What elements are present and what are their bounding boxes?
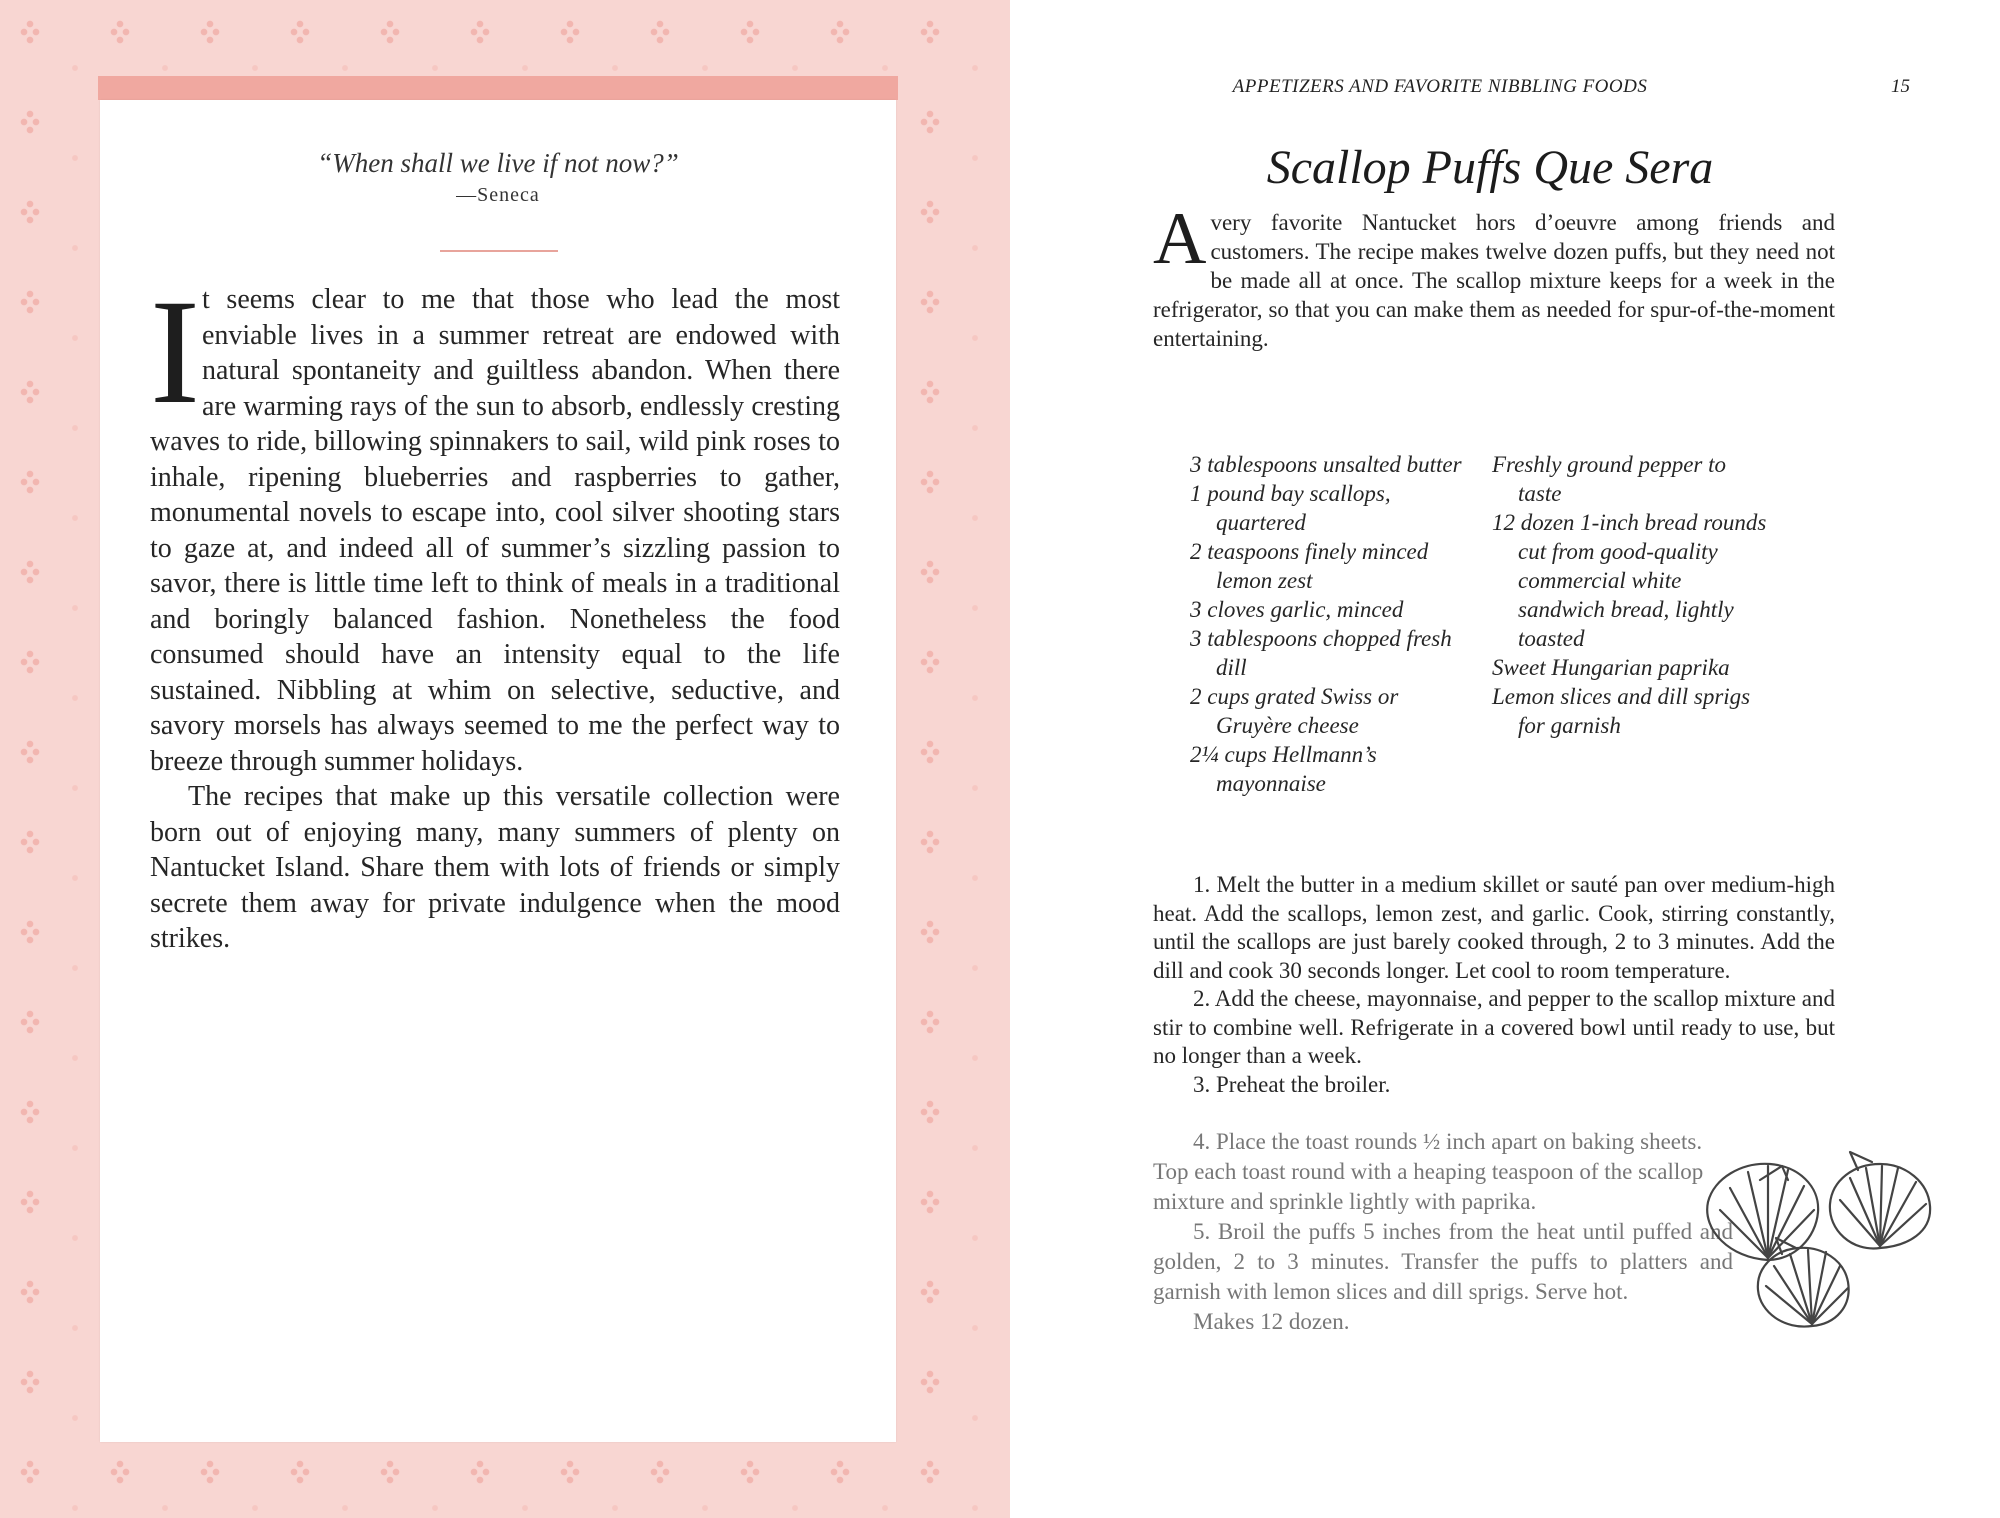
ingredients-column-2: [1492, 450, 1772, 740]
method-step-4: 4. Place the toast rounds ½ inch apart on baking sheets. Top each toast round with a heaping teaspoon of the scallop mixture and sprinkle lightly with paprika.: [1153, 1129, 1704, 1214]
running-head: APPETIZERS AND FAVORITE NIBBLING FOODS: [1232, 76, 1648, 97]
ingredient-item: 2¼ cups Hellmann’s mayonnaise: [1190, 742, 1377, 796]
ingredient-item: 2 teaspoons finely minced lemon zest: [1190, 539, 1429, 593]
ingredient-item: 3 tablespoons unsalted butter: [1190, 452, 1462, 477]
recipe-intro: [1153, 198, 1835, 353]
method-steps: [1153, 871, 1835, 1099]
method-step-1: 1. Melt the butter in a medium skillet or sauté pan over medium-high heat. Add the scallops, lemon zest, and garlic. Cook, stirring constantly, until the scallops are just barely cooked through, 2 to 3 minutes. Add the dill and cook 30 seconds longer. Let cool to room temperature.: [1153, 872, 1835, 983]
ingredient-item: Freshly ground pepper to taste: [1492, 452, 1727, 506]
ingredient-item: 2 cups grated Swiss or Gruyère cheese: [1190, 684, 1399, 738]
recipe-intro-body: very favorite Nantucket hors d’oeuvre among friends and customers. The recipe makes twelve dozen puffs, but they need not be made all at once. The scallop mixture keeps for a week in the refrigerator, so that you can make them as needed for spur-of-the-moment entertaining.: [1153, 210, 1835, 351]
ingredient-item: 12 dozen 1-inch bread rounds cut from good-quality commercial white sandwich bread, lightly toasted: [1492, 510, 1767, 651]
ingredient-item: 3 cloves garlic, minced: [1190, 597, 1404, 622]
divider-rule: [440, 250, 558, 252]
text-panel: [100, 100, 896, 1442]
epigraph-author: —Seneca: [456, 184, 540, 206]
epigraph-quote: “When shall we live if not now?”: [317, 148, 679, 178]
method-step-5: 5. Broil the puffs 5 inches from the heat until puffed and golden, 2 to 3 minutes. Transfer the puffs to platters and garnish with lemon slices and dill sprigs. Serve hot.: [1153, 1219, 1733, 1304]
method-step-2: 2. Add the cheese, mayonnaise, and pepper to the scallop mixture and stir to combine well. Refrigerate in a covered bowl until ready to use, but no longer than a week.: [1153, 986, 1835, 1068]
method-step-3: 3. Preheat the broiler.: [1193, 1071, 1391, 1097]
intro-paragraph-2: The recipes that make up this versatile collection were born out of enjoying many, many summers of plenty on Nantucket Island. Share them with lots of friends or simply secrete them away for private indulgence when the mood strikes.: [150, 781, 840, 954]
recipe-title: Scallop Puffs Que Sera: [1266, 141, 1714, 194]
page-number: 15: [1891, 76, 1910, 97]
recipe-yield: Makes 12 dozen.: [1193, 1309, 1350, 1334]
scallop-shell-right-icon: [1830, 1152, 1930, 1248]
intro-paragraph-1: [150, 269, 840, 779]
ingredient-item: 3 tablespoons chopped fresh dill: [1190, 626, 1452, 680]
intro-paragraph-1-body: t seems clear to me that those who lead the most enviable lives in a summer retreat are endowed with natural spontaneity and guiltless abandon. When there are warming rays of the sun to absorb, endlessly cresting waves to ride, billowing spinnakers to sail, wild pink roses to inhale, ripening blueberries and raspberries to gather, monumental novels to escape into, cool silver shooting stars to gaze at, and indeed all of summer’s sizzling passion to savor, there is little time left to think of meals in a traditional and boringly balanced fashion. Nonetheless the food consumed should have an intensity equal to the life sustained. Nibbling at whim on selective, seductive, and savory morsels has always seemed to me the perfect way to breeze through summer holidays.: [150, 284, 840, 777]
ingredients-column-1: [1190, 450, 1470, 798]
ingredient-item: Lemon slices and dill sprigs for garnish: [1492, 684, 1751, 738]
page-border-band: [98, 76, 898, 100]
scallop-shells-icon: [1690, 1140, 1950, 1340]
intro-text: [150, 269, 840, 957]
ingredient-item: Sweet Hungarian paprika: [1492, 655, 1730, 680]
ingredient-item: 1 pound bay scallops, quartered: [1190, 481, 1391, 535]
drop-cap: I: [150, 269, 200, 435]
recipe-drop-cap: A: [1153, 198, 1207, 280]
scallop-shell-left-icon: [1707, 1164, 1818, 1260]
